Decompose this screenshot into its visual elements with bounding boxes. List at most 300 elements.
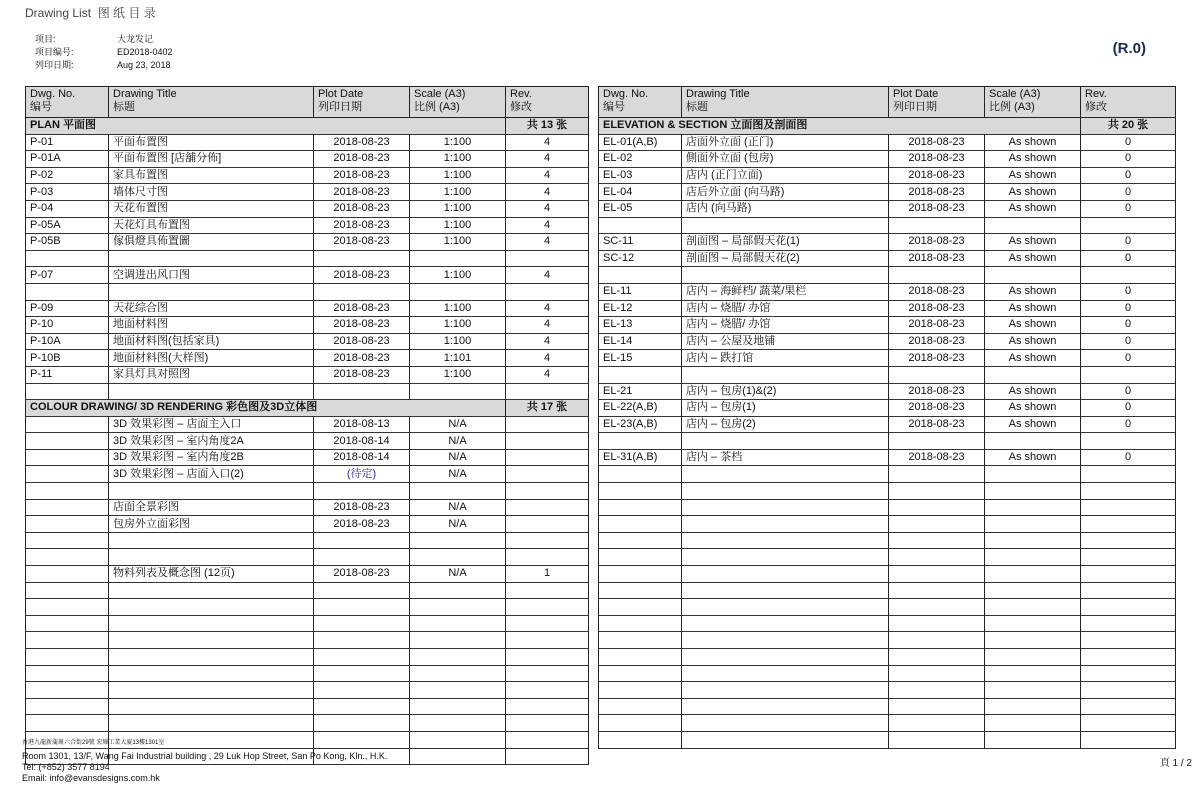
rev-cell — [506, 483, 589, 500]
table-row — [599, 217, 1176, 234]
scale-cell: N/A — [410, 516, 506, 533]
scale-cell — [985, 483, 1081, 500]
drawing-title-cell: 店内 (正门立面) — [682, 167, 889, 184]
table-row — [26, 317, 589, 334]
dwg-no-cell: EL-03 — [599, 167, 682, 184]
scale-cell — [985, 665, 1081, 682]
table-row — [599, 283, 1176, 300]
rev-cell: 4 — [506, 366, 589, 383]
title-en: Drawing List — [25, 6, 92, 20]
table-row — [26, 566, 589, 583]
table-row — [26, 283, 589, 300]
dwg-no-cell: P-01 — [26, 134, 109, 151]
plot-date-cell — [889, 665, 985, 682]
dwg-no-cell: P-07 — [26, 267, 109, 284]
rev-cell: 0 — [1081, 167, 1176, 184]
table-row — [26, 632, 589, 649]
scale-cell: 1:100 — [410, 300, 506, 317]
rev-cell — [1081, 698, 1176, 715]
email: Email: info@evansdesigns.com.hk — [22, 773, 160, 783]
section-count: 共 17 张 — [506, 400, 589, 417]
col-scale-en: Scale (A3) — [414, 88, 466, 100]
drawing-title-cell — [109, 532, 314, 549]
plot-date-cell: 2018-08-23 — [314, 317, 410, 334]
dwg-no-cell — [599, 599, 682, 616]
scale-cell — [985, 267, 1081, 284]
scale-cell — [985, 532, 1081, 549]
rev-cell: 4 — [506, 134, 589, 151]
rev-cell — [1081, 366, 1176, 383]
col-scale-cn: 比例 (A3) — [414, 101, 460, 113]
drawing-title-cell: 平面布置图 — [109, 134, 314, 151]
scale-cell: 1:100 — [410, 167, 506, 184]
plot-date-cell — [889, 516, 985, 533]
plot-date-cell: 2018-08-23 — [889, 333, 985, 350]
rev-cell: 0 — [1081, 200, 1176, 217]
rev-cell — [1081, 483, 1176, 500]
rev-cell — [1081, 599, 1176, 616]
section-title: COLOUR DRAWING/ 3D RENDERING 彩色图及3D立体图 — [26, 400, 506, 417]
rev-cell — [506, 665, 589, 682]
drawing-title-cell — [109, 632, 314, 649]
table-row — [26, 267, 589, 284]
plot-date-cell — [889, 599, 985, 616]
scale-cell: As shown — [985, 333, 1081, 350]
dwg-no-cell: P-02 — [26, 167, 109, 184]
plot-date-cell — [889, 217, 985, 234]
rev-cell: 0 — [1081, 449, 1176, 466]
scale-cell — [985, 615, 1081, 632]
scale-cell — [985, 632, 1081, 649]
col-scale — [985, 87, 1081, 118]
scale-cell: As shown — [985, 184, 1081, 201]
scale-cell — [410, 383, 506, 400]
rev-cell — [1081, 217, 1176, 234]
scale-cell — [985, 599, 1081, 616]
scale-cell: N/A — [410, 416, 506, 433]
rev-cell — [506, 283, 589, 300]
dwg-no-cell: P-09 — [26, 300, 109, 317]
rev-cell — [506, 748, 589, 765]
rev-cell: 0 — [1081, 184, 1176, 201]
drawing-title-cell: 剖面图 – 局部假天花(2) — [682, 250, 889, 267]
scale-cell — [985, 649, 1081, 666]
table-row — [599, 350, 1176, 367]
dwg-no-cell — [599, 267, 682, 284]
table-row — [26, 466, 589, 483]
scale-cell: N/A — [410, 433, 506, 450]
col-date-cn: 列印日期 — [893, 101, 937, 113]
table-row — [599, 234, 1176, 251]
plot-date-cell — [314, 250, 410, 267]
drawing-title-cell — [109, 250, 314, 267]
col-rev-en: Rev. — [1085, 88, 1107, 100]
plot-date-cell: 2018-08-23 — [889, 283, 985, 300]
table-row — [26, 582, 589, 599]
drawing-title-cell: 店内 (向马路) — [682, 200, 889, 217]
dwg-no-cell — [599, 615, 682, 632]
table-row — [26, 449, 589, 466]
rev-cell — [506, 433, 589, 450]
table-row — [599, 615, 1176, 632]
drawing-title-cell — [109, 682, 314, 699]
scale-cell — [985, 366, 1081, 383]
dwg-no-cell: EL-15 — [599, 350, 682, 367]
dwg-no-cell — [26, 499, 109, 516]
dwg-no-cell: SC-12 — [599, 250, 682, 267]
dwg-no-cell: P-11 — [26, 366, 109, 383]
rev-cell — [506, 383, 589, 400]
plot-date-cell — [314, 483, 410, 500]
document-title — [25, 4, 156, 21]
section-header-row — [26, 118, 589, 135]
rev-cell: 0 — [1081, 333, 1176, 350]
rev-cell — [506, 682, 589, 699]
rev-cell: 4 — [506, 184, 589, 201]
left-table-header — [26, 87, 589, 118]
plot-date-cell: 2018-08-23 — [314, 267, 410, 284]
drawing-title-cell: 店内 – 海鲜档/ 蔬菜/果栏 — [682, 283, 889, 300]
drawing-title-cell: 3D 效果彩图 – 店面入口(2) — [109, 466, 314, 483]
left-drawing-table — [25, 86, 589, 765]
table-row — [26, 383, 589, 400]
scale-cell — [410, 283, 506, 300]
drawing-title-cell: 傢俱燈具佈置圖 — [109, 234, 314, 251]
drawing-title-cell — [109, 615, 314, 632]
plot-date-cell: 2018-08-23 — [314, 184, 410, 201]
drawing-title-cell — [682, 532, 889, 549]
scale-cell — [985, 566, 1081, 583]
dwg-no-cell — [26, 682, 109, 699]
table-row — [26, 134, 589, 151]
rev-cell — [506, 632, 589, 649]
dwg-no-cell: P-05A — [26, 217, 109, 234]
rev-cell: 0 — [1081, 234, 1176, 251]
dwg-no-cell: P-05B — [26, 234, 109, 251]
scale-cell: As shown — [985, 250, 1081, 267]
drawing-title-cell: 地面材料图 — [109, 317, 314, 334]
table-row — [599, 698, 1176, 715]
rev-cell — [506, 599, 589, 616]
scale-cell: 1:100 — [410, 317, 506, 334]
dwg-no-cell: EL-14 — [599, 333, 682, 350]
drawing-title-cell — [682, 549, 889, 566]
rev-cell — [1081, 466, 1176, 483]
scale-cell — [985, 582, 1081, 599]
scale-cell: 1:100 — [410, 134, 506, 151]
rev-cell: 4 — [506, 267, 589, 284]
drawing-title-cell: 地面材料图(包括家具) — [109, 333, 314, 350]
col-date-cn: 列印日期 — [318, 101, 362, 113]
plot-date-cell: 2018-08-23 — [314, 516, 410, 533]
col-title-cn: 标题 — [686, 101, 708, 113]
plot-date-cell: 2018-08-23 — [889, 134, 985, 151]
right-drawing-table — [598, 86, 1176, 749]
col-dwg-no-cn: 编号 — [603, 101, 625, 113]
plot-date-cell — [314, 715, 410, 732]
scale-cell — [985, 499, 1081, 516]
plot-date-cell: 2018-08-23 — [889, 184, 985, 201]
drawing-title-cell: 店内 – 烧腊/ 办馆 — [682, 317, 889, 334]
rev-cell — [506, 532, 589, 549]
dwg-no-cell — [599, 682, 682, 699]
rev-cell: 0 — [1081, 134, 1176, 151]
plot-date-cell — [314, 665, 410, 682]
drawing-title-cell — [109, 582, 314, 599]
dwg-no-cell — [26, 516, 109, 533]
scale-cell — [410, 698, 506, 715]
dwg-no-cell — [26, 383, 109, 400]
scale-cell — [410, 549, 506, 566]
table-row — [26, 217, 589, 234]
plot-date-cell: (待定) — [314, 466, 410, 483]
scale-cell: 1:100 — [410, 267, 506, 284]
col-rev — [1081, 87, 1176, 118]
dwg-no-cell: P-10B — [26, 350, 109, 367]
table-row — [26, 665, 589, 682]
table-row — [26, 300, 589, 317]
plot-date-label: 列印日期: — [35, 60, 74, 70]
scale-cell: As shown — [985, 400, 1081, 417]
plot-date-cell: 2018-08-23 — [889, 151, 985, 168]
col-date-en: Plot Date — [893, 88, 939, 100]
plot-date-cell — [889, 433, 985, 450]
scale-cell — [985, 516, 1081, 533]
col-rev-en: Rev. — [510, 88, 532, 100]
dwg-no-cell: EL-22(A,B) — [599, 400, 682, 417]
table-row — [599, 151, 1176, 168]
plot-date-cell — [889, 715, 985, 732]
drawing-title-cell — [109, 649, 314, 666]
dwg-no-cell — [26, 549, 109, 566]
dwg-no-cell — [26, 566, 109, 583]
scale-cell: As shown — [985, 317, 1081, 334]
dwg-no-cell — [599, 582, 682, 599]
plot-date-cell — [889, 499, 985, 516]
scale-cell — [410, 715, 506, 732]
drawing-title-cell — [109, 283, 314, 300]
table-row — [599, 549, 1176, 566]
scale-cell: N/A — [410, 466, 506, 483]
col-drawing-title — [109, 87, 314, 118]
scale-cell: As shown — [985, 234, 1081, 251]
drawing-title-cell — [682, 649, 889, 666]
dwg-no-cell: P-04 — [26, 200, 109, 217]
scale-cell — [410, 582, 506, 599]
plot-date-cell: 2018-08-23 — [314, 200, 410, 217]
plot-date-cell — [314, 383, 410, 400]
dwg-no-cell — [26, 582, 109, 599]
rev-cell: 0 — [1081, 416, 1176, 433]
plot-date-cell — [889, 532, 985, 549]
drawing-title-cell — [682, 366, 889, 383]
col-date-en: Plot Date — [318, 88, 364, 100]
dwg-no-cell — [599, 665, 682, 682]
table-row — [26, 649, 589, 666]
scale-cell: 1:100 — [410, 151, 506, 168]
drawing-title-cell — [682, 599, 889, 616]
table-row — [599, 466, 1176, 483]
plot-date-cell: 2018-08-23 — [314, 499, 410, 516]
scale-cell: N/A — [410, 499, 506, 516]
section-title: PLAN 平面图 — [26, 118, 506, 135]
scale-cell — [410, 483, 506, 500]
rev-cell — [1081, 731, 1176, 748]
scale-cell — [410, 250, 506, 267]
rev-cell: 0 — [1081, 400, 1176, 417]
drawing-title-cell: 3D 效果彩图 – 室内角度2A — [109, 433, 314, 450]
scale-cell: As shown — [985, 134, 1081, 151]
rev-cell: 1 — [506, 566, 589, 583]
col-scale — [410, 87, 506, 118]
drawing-title-cell: 平面布置图 [店舖分佈] — [109, 151, 314, 168]
scale-cell: As shown — [985, 151, 1081, 168]
drawing-title-cell: 店内 – 包房(1) — [682, 400, 889, 417]
table-row — [599, 333, 1176, 350]
table-row — [599, 317, 1176, 334]
table-row — [599, 134, 1176, 151]
dwg-no-cell — [26, 649, 109, 666]
rev-cell — [1081, 615, 1176, 632]
plot-date-cell: 2018-08-23 — [314, 234, 410, 251]
drawing-title-cell: 店后外立面 (向马路) — [682, 184, 889, 201]
drawing-title-cell — [682, 466, 889, 483]
plot-date-cell — [314, 682, 410, 699]
drawing-title-cell — [682, 433, 889, 450]
drawing-title-cell: 側面外立面 (包房) — [682, 151, 889, 168]
plot-date-cell: 2018-08-23 — [314, 566, 410, 583]
scale-cell — [410, 649, 506, 666]
table-row — [599, 499, 1176, 516]
drawing-title-cell: 地面材料图(大样图) — [109, 350, 314, 367]
table-row — [26, 715, 589, 732]
plot-date-cell — [314, 698, 410, 715]
dwg-no-cell: EL-21 — [599, 383, 682, 400]
section-count: 共 13 张 — [506, 118, 589, 135]
col-dwg-no — [599, 87, 682, 118]
plot-date-cell: 2018-08-23 — [314, 167, 410, 184]
rev-cell — [506, 516, 589, 533]
col-rev-cn: 修改 — [510, 101, 532, 113]
scale-cell — [985, 549, 1081, 566]
rev-cell — [506, 715, 589, 732]
scale-cell: 1:100 — [410, 333, 506, 350]
drawing-title-cell — [682, 698, 889, 715]
scale-cell: N/A — [410, 566, 506, 583]
plot-date-cell: 2018-08-23 — [889, 350, 985, 367]
table-row — [26, 599, 589, 616]
table-row — [26, 698, 589, 715]
dwg-no-cell — [26, 698, 109, 715]
table-row — [599, 483, 1176, 500]
drawing-title-cell: 天花布置图 — [109, 200, 314, 217]
dwg-no-cell — [599, 731, 682, 748]
dwg-no-cell — [26, 416, 109, 433]
scale-cell — [410, 632, 506, 649]
rev-cell — [1081, 649, 1176, 666]
plot-date-cell: 2018-08-23 — [889, 167, 985, 184]
drawing-title-cell — [109, 383, 314, 400]
drawing-title-cell: 天花综合图 — [109, 300, 314, 317]
scale-cell: 1:101 — [410, 350, 506, 367]
dwg-no-cell — [26, 599, 109, 616]
scale-cell: 1:100 — [410, 217, 506, 234]
drawing-title-cell — [682, 632, 889, 649]
title-cn: 图 纸 目 录 — [97, 6, 156, 20]
rev-cell: 4 — [506, 300, 589, 317]
table-row — [599, 715, 1176, 732]
table-row — [26, 483, 589, 500]
table-row — [599, 532, 1176, 549]
dwg-no-cell — [599, 499, 682, 516]
address-cn: 香港九龍新蒲崗六合街29號 宏輝工業大廈13樓1301室 — [22, 740, 165, 746]
drawing-title-cell: 天花灯具布置图 — [109, 217, 314, 234]
table-row — [599, 250, 1176, 267]
dwg-no-cell — [26, 466, 109, 483]
dwg-no-cell — [599, 698, 682, 715]
table-row — [26, 151, 589, 168]
col-scale-cn: 比例 (A3) — [989, 101, 1035, 113]
plot-date-cell: 2018-08-23 — [314, 300, 410, 317]
scale-cell — [985, 433, 1081, 450]
dwg-no-cell: P-03 — [26, 184, 109, 201]
drawing-title-cell — [682, 665, 889, 682]
rev-cell — [506, 549, 589, 566]
rev-cell — [1081, 665, 1176, 682]
rev-cell: 4 — [506, 200, 589, 217]
table-row — [26, 615, 589, 632]
scale-cell: As shown — [985, 416, 1081, 433]
section-header-row — [599, 118, 1176, 135]
plot-date-cell: 2018-08-23 — [889, 250, 985, 267]
col-dwg-no-cn: 编号 — [30, 101, 52, 113]
footer-address — [22, 738, 387, 784]
table-row — [599, 400, 1176, 417]
scale-cell: As shown — [985, 449, 1081, 466]
plot-date-cell: 2018-08-23 — [314, 134, 410, 151]
rev-cell: 0 — [1081, 283, 1176, 300]
drawing-title-cell — [682, 731, 889, 748]
rev-cell — [506, 649, 589, 666]
dwg-no-cell — [26, 449, 109, 466]
plot-date-cell — [314, 532, 410, 549]
rev-cell — [1081, 566, 1176, 583]
table-row — [26, 682, 589, 699]
dwg-no-cell — [599, 366, 682, 383]
table-row — [599, 433, 1176, 450]
dwg-no-cell — [599, 566, 682, 583]
rev-cell — [1081, 433, 1176, 450]
drawing-title-cell: 包房外立面彩图 — [109, 516, 314, 533]
project-number-value: ED2018-0402 — [117, 47, 173, 57]
plot-date-cell: 2018-08-14 — [314, 449, 410, 466]
dwg-no-cell — [599, 466, 682, 483]
col-rev-cn: 修改 — [1085, 101, 1107, 113]
plot-date-value: Aug 23, 2018 — [117, 60, 171, 70]
drawing-title-cell: 墙体尺寸图 — [109, 184, 314, 201]
rev-cell: 4 — [506, 350, 589, 367]
dwg-no-cell — [26, 483, 109, 500]
dwg-no-cell: EL-04 — [599, 184, 682, 201]
scale-cell: 1:100 — [410, 366, 506, 383]
dwg-no-cell — [26, 283, 109, 300]
rev-cell — [1081, 682, 1176, 699]
scale-cell: 1:100 — [410, 200, 506, 217]
col-dwg-no-en: Dwg. No. — [603, 88, 649, 100]
drawing-title-cell — [682, 715, 889, 732]
dwg-no-cell — [26, 532, 109, 549]
plot-date-cell: 2018-08-23 — [889, 449, 985, 466]
